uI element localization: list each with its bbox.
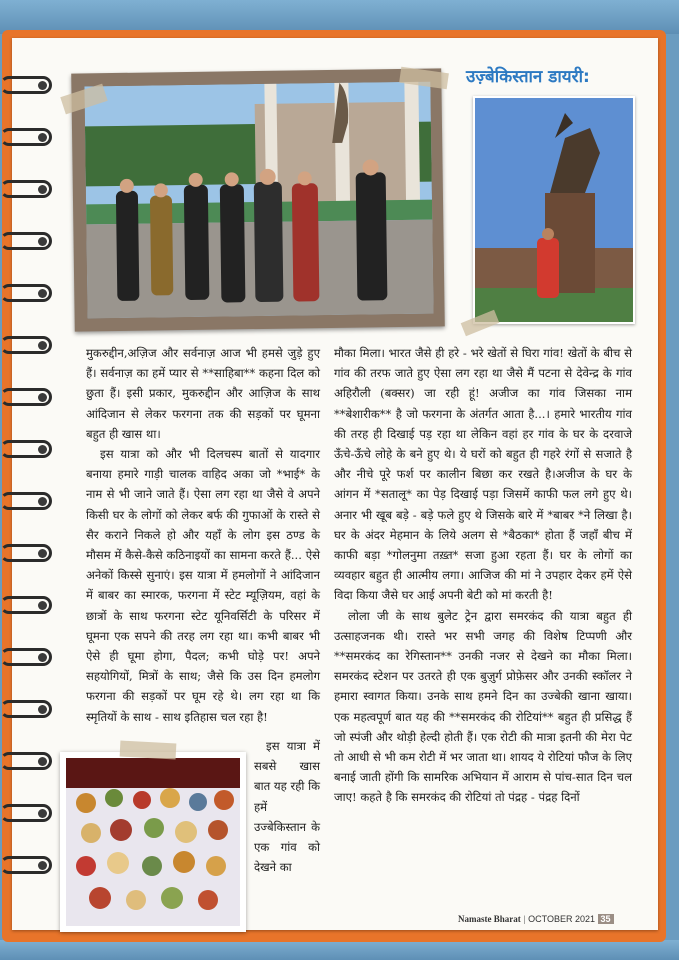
magazine-name: Namaste Bharat — [458, 914, 521, 924]
article-column-left — [86, 343, 320, 727]
tape-strip — [120, 741, 177, 760]
paragraph: इस यात्रा को और भी दिलचस्प बातों से यादगार बनाया हमारे गाड़ी चालक वाहिद अका जो *भाई* के नाम से भी जाने जाते हैं। ऐसा लग रहा था जैसे वे अपने किसी घर के लोगों को लेकर बर्फ की गुफाओं के रास्ते से सैर कराने निकले हो और यहाँ के लोग इस ठण्ड के मौसम में कैसे-कैसे कठिनाइयों का सामना करते हैं... ऐसे अनेकों किस्से सुनाएं। इस यात्रा में हमलोगों ने आंदिजान में बाबर का स्मारक, फरगना में स्टेट म्यूज़ियम, वहां के छात्रों के साथ फरगना स्टेट यूनिवर्सिटी के परिसर में घूमना एक सपने की तरह लग रहा था। कभी बाबर भी ऐसे ही घूमा होगा, पैदल; कभी घोड़े पर! अपने सहयोगियों, मित्रों के साथ; जैसे कि उस दिन हमलोग फरगना की सड़कों पर घूम रहे थे। लग रहा था कि स्मृतियों के साथ - साथ इतिहास चल रहा है! — [86, 447, 320, 724]
monument-photo — [473, 96, 635, 324]
issue-date: OCTOBER 2021 — [528, 914, 595, 924]
page-number: 35 — [598, 914, 614, 924]
page-footer: Namaste Bharat | OCTOBER 2021 35 — [458, 914, 614, 924]
paragraph: मुकरुद्दीन,अज़िज और सर्वनाज़ आज भी हमसे जुड़े हुए हैं। सर्वनाज़ का हमें प्यार से **साहिबा** कहना दिल को छुता हैं। इसी प्रकार, मुकरुद्दीन और आज़िज के साथ आंदिजान से लेकर फरगना तक की सड़कों पर घूमना बहुत ही खास था। — [86, 346, 320, 441]
paragraph: मौका मिला। भारत जैसे ही हरे - भरे खेतों से घिरा गांव! खेतों के बीच से गांव की तरफ जाते हुए ऐसा लग रहा था जैसे मैं पटना से देवेन्द्र के गांव अहिरौली (बक्सर) जा रही हूं! अजीज का गांव जिसका नाम **बेशारीक** है जो फरगना के अंतर्गत आता है...। हमारे भारतीय गांव की तरह ही दिखाई पड़ रहा था लेकिन वहां हर गांव के घर के दरवाजे ऊँचे-ऊँचे लोहे के बने हुए थे। ये घरों को बहुत ही गहरे रंगों से सजाते है और नीचे पूरे फर्श पर कालीन बिछा कर रखते है।अजीज के घर के आंगन में *सतालू* का पेड़ दिखाई पड़ा जिसमें काफी फल लगे हुए थे। अनार भी खूब बड़े - बड़े फले हुए थे जिसके बारे में *बाबर *ने लिखा है। घर के अंदर मेहमान के लिये अलग से *बैठका* होता हैं जहाँ बीच में काफी बड़ा *गोलनुमा तख़्त* सजा हुआ रहता हैं। घर के लोगों का व्यवहार बहुत ही आत्मीय लगा। आजिज की मां ने उपहार देकर हमें ऐसे विदा किया जैसे घर आई अपनी बेटी को मां करती है! — [334, 346, 632, 603]
wood-background-top — [0, 0, 679, 34]
group-photo — [84, 82, 433, 319]
article-column-right — [334, 343, 632, 808]
article-column-left-wrap — [254, 736, 320, 877]
food-photo — [66, 758, 240, 926]
paragraph: इस यात्रा में सबसे खास बात यह रही कि हमें उज्बेकिस्तान के एक गांव को देखने का — [254, 739, 320, 875]
wood-background-bottom — [0, 940, 679, 960]
page-title: उज़्बेकिस्तान डायरी: — [466, 67, 590, 87]
paragraph: लोला जी के साथ बुलेट ट्रेन द्वारा समरकंद की यात्रा बहुत ही उत्साहजनक थी। रास्ते भर सभी जगह की विशेष टिप्पणी और **समरकंद का रेगिस्तान** उनकी नजर से देखने का मौका मिला। समरकंद स्टेशन पर उतरते ही एक बुज़ुर्ग प्रोफ़ेसर और उनकी स्कॉलर ने हमारा स्वागत किया। उनके साथ हमने दिन का उज्बेकी खाना खाया। एक महत्वपूर्ण बात यह की **समरकंद की रोटियां** बहुत ही प्रसिद्ध हैं जो स्पंजी और थोड़ी हेल्दी होती हैं। एक रोटी की मात्रा इतनी की मेरा पेट तो आधी से भी कम रोटी में भर जाता था। शायद ये रोटियां फौज के लिए बनाई जाती होंगी कि सामरिक अभियान में आराम से पांच-सात दिन चल जाए! कहते है कि समरकंद की रोटियां तो पंद्रह - पंद्रह दिनों — [334, 608, 632, 805]
